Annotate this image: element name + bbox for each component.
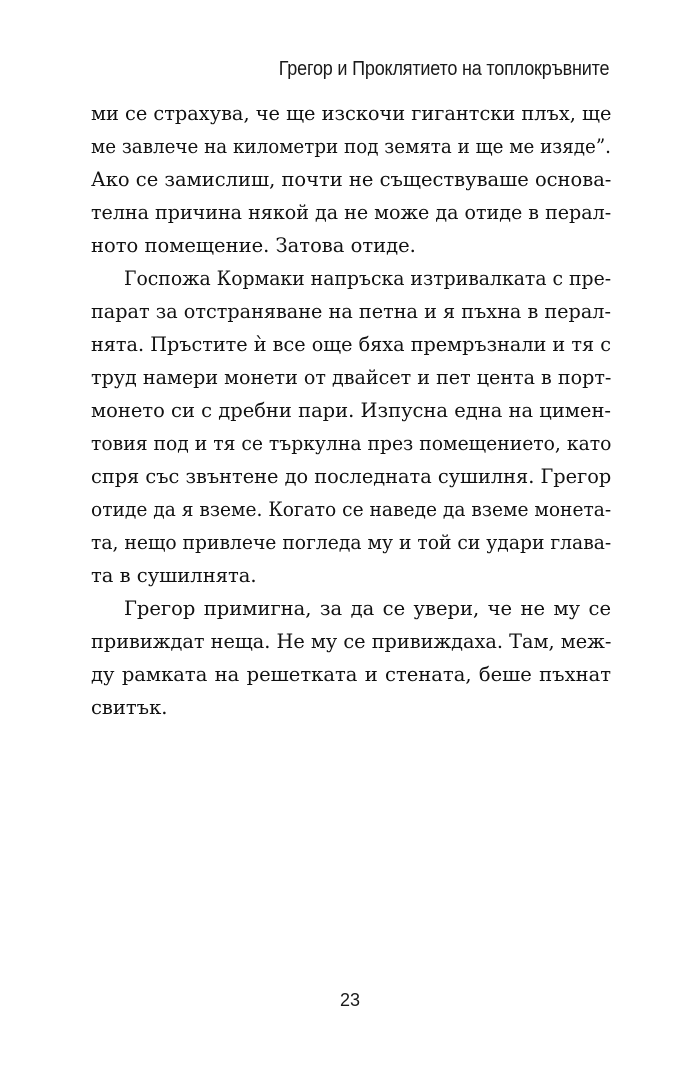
text-line: Госпожа Кормаки напръска изтривалката с пре- (124, 267, 612, 290)
text-line: ме завлече на километри под земята и ще ме изяде”. (91, 135, 611, 158)
page-number: 23 (339, 990, 361, 1010)
text-line: ду рамката на решетката и стената, беше пъхнат (91, 663, 611, 686)
text-line: привиждат неща. Не му се привиждаха. Там, меж- (91, 630, 612, 653)
text-line: труд намери монети от двайсет и пет цента в порт- (91, 366, 612, 389)
text-line: свитък. (91, 696, 168, 719)
paragraph-2 (91, 262, 611, 592)
text-line: спря със звънтене до последната сушилня. Грегор (91, 465, 612, 488)
paragraph-1 (91, 97, 611, 262)
text-line: телна причина някой да не може да отиде в перал- (91, 201, 612, 224)
text-line: Грегор примигна, за да се увери, че не му се (124, 597, 611, 620)
text-line: та в сушилнята. (91, 564, 257, 587)
text-line: ми се страхува, че ще изскочи гигантски плъх, ще (91, 102, 612, 125)
text-line: парат за отстраняване на петна и я пъхна в перал- (91, 300, 611, 323)
running-header: Грегор и Проклятието на топлокръвните (278, 58, 609, 80)
text-line: ното помещение. Затова отиде. (91, 234, 416, 257)
text-line: товия под и тя се търкулна през помещението, като (91, 432, 612, 455)
text-line: монето си с дребни пари. Изпусна една на цимен- (91, 399, 612, 422)
text-line: Ако се замислиш, почти не съществуваше основа- (91, 168, 612, 191)
text-line: отиде да я вземе. Когато се наведе да вземе монета- (91, 498, 612, 521)
text-line: та, нещо привлече погледа му и той си удари глава- (91, 531, 612, 554)
paragraph-3 (91, 592, 611, 724)
body-text (91, 97, 611, 724)
text-line: нята. Пръстите ѝ все още бяха премръзнали и тя с (91, 333, 611, 356)
